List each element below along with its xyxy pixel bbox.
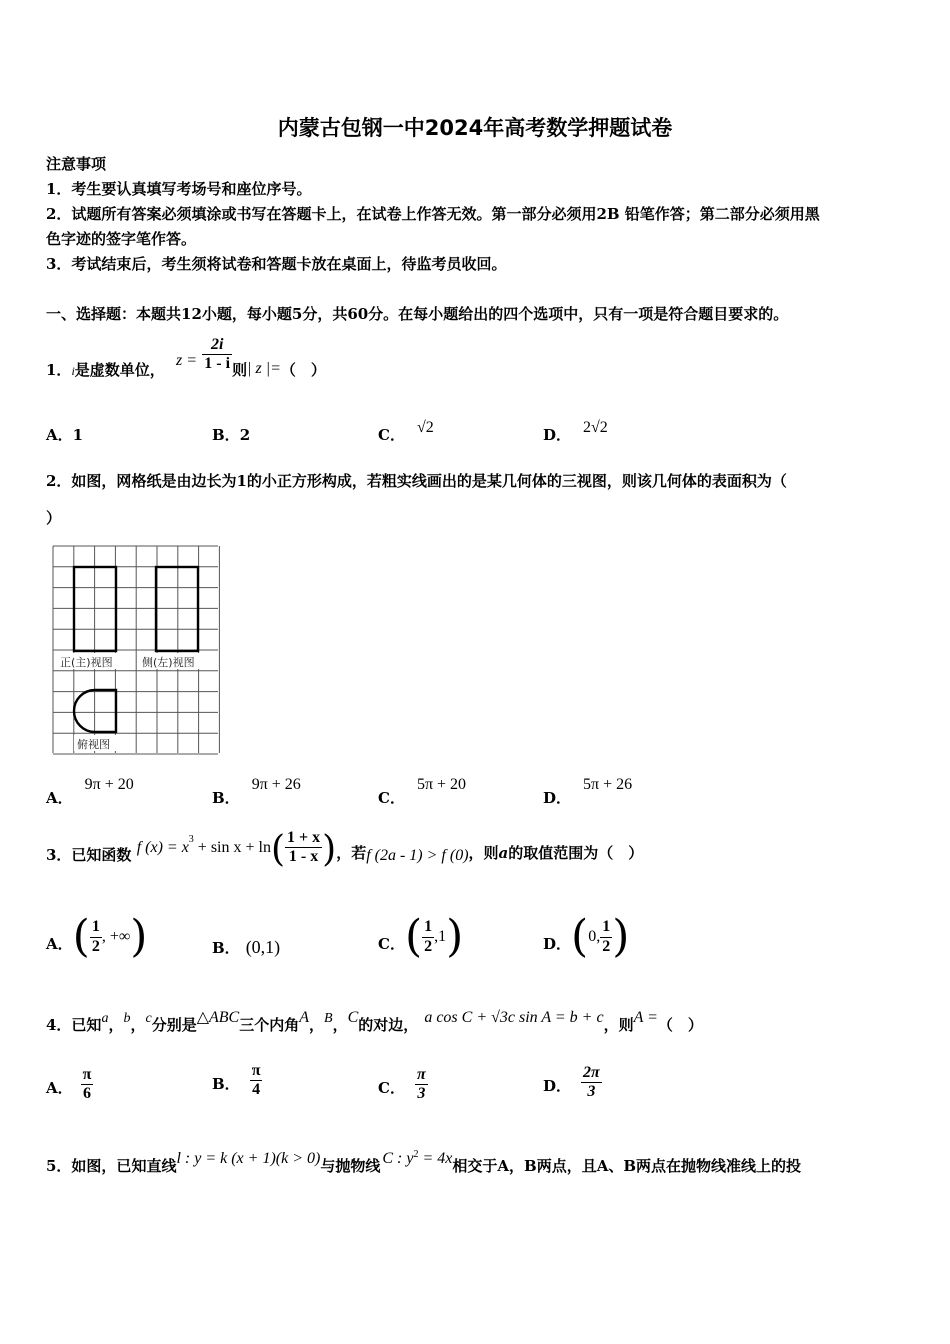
q1-option-d[interactable]: D． 2√2 (543, 419, 608, 444)
question-4-stem: 4．已知a，b，c分别是△ABC三个内角A，B，C的对边， a cos C + √3c sin A = b + c，则A =（ ） (46, 1009, 703, 1034)
notice-heading: 注意事项 (46, 155, 107, 173)
notice-item-1: 1．考生要认真填写考场号和座位序号。 (46, 180, 312, 198)
side-view-outline (156, 567, 198, 651)
q4-option-a[interactable]: A． $\frac{\pi}{6}$ (46, 1066, 92, 1103)
three-view-figure (52, 545, 220, 755)
q1-option-b[interactable]: B．2 (212, 426, 251, 444)
q3-option-d[interactable]: D．(0, $\frac{1}{2}$ ) (543, 911, 630, 962)
q2-option-c[interactable]: C．5π + 20 (378, 776, 467, 807)
q4-option-c[interactable]: C． $\frac{\pi}{3}$ (378, 1066, 426, 1103)
notice-item-3: 3．考试结束后，考生须将试卷和答题卡放在桌面上，待监考员收回。 (46, 255, 507, 273)
question-3-stem: 3．已知函数 f $(x) = x^3 + \sin x + \ln$( $\frac{1 + x}{1 - x}$ )，若f (2a - 1) > f (0)，则a的取值范围为（ ） (46, 828, 644, 870)
q4-option-d[interactable]: D． $\frac{2\pi}{3}$ (543, 1064, 600, 1101)
q4-option-b[interactable]: B． $\frac{\pi}{4}$ (212, 1062, 261, 1099)
q2-option-b[interactable]: B．9π + 26 (212, 776, 301, 807)
front-view-label: 正(主)视图 (60, 656, 113, 669)
section-heading: 一、选择题：本题共12小题，每小题5分，共60分。在每小题给出的四个选项中，只有一项是符合题目要求的。 (46, 305, 789, 323)
q2-option-d[interactable]: D．5π + 26 (543, 776, 633, 807)
top-view-label: 俯视图 (77, 738, 110, 751)
q3-option-b[interactable]: B． (0,1) (212, 937, 281, 957)
notice-item-2b: 色字迹的签字笔作答。 (46, 230, 197, 248)
q1-option-a[interactable]: A．1 (46, 426, 84, 444)
three-view-svg (52, 545, 220, 755)
question-2-stem-end: ） (46, 509, 62, 527)
q1-option-c[interactable]: C． √2 (378, 419, 434, 444)
q3-option-c[interactable]: C．( $\frac{1}{2}$ ,1) (378, 911, 464, 962)
question-1-stem: 1．$_i$是虚数单位， z = $\frac{2i}{1 - i}$ 则| z |=（ ） (46, 336, 326, 379)
question-5-stem: 5．如图，已知直线l : y = k (x + 1)(k > 0)与抛物线 C : $y^2 = 4x$相交于A，B两点，且A、B两点在抛物线准线上的投 (46, 1149, 802, 1175)
side-view-label: 侧(左)视图 (142, 656, 195, 669)
q1-fraction: $\frac{2i}{1 - i}$ (204, 336, 231, 373)
question-2-stem: 2．如图，网格纸是由边长为1的小正方形构成，若粗实线画出的是某几何体的三视图，则该几何体的表面积为（ (46, 472, 787, 490)
notice-item-2a: 2．试题所有答案必须填涂或书写在答题卡上，在试卷上作答无效。第一部分必须用2B 铅笔作答；第二部分必须用黑 (46, 205, 820, 223)
q2-option-a[interactable]: A．9π + 20 (46, 776, 134, 807)
q3-option-a[interactable]: A．( $\frac{1}{2}$ , +∞) (46, 911, 148, 962)
page-title: 内蒙古包钢一中2024年高考数学押题试卷 (277, 116, 673, 140)
